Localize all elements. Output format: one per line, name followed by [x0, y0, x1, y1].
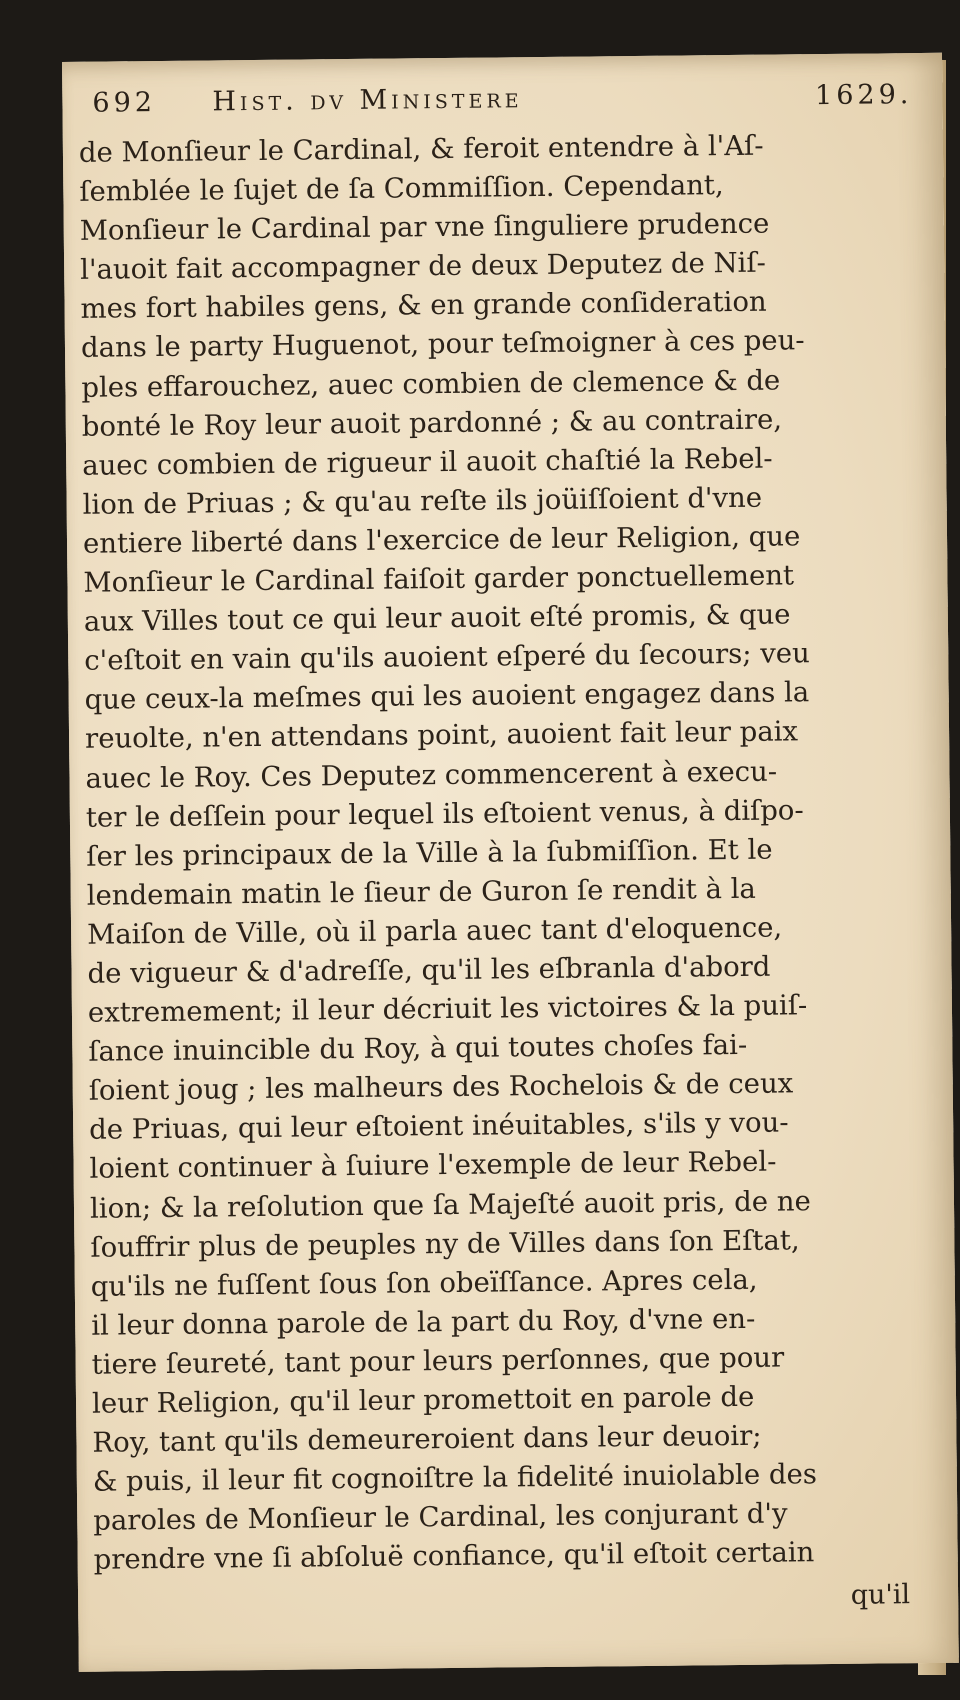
text-line: Monſieur le Cardinal par vne ſinguliere prudence	[79, 207, 770, 248]
body-text	[79, 125, 934, 1580]
text-line: ſoient joug ; les malheurs des Rochelois & de ceux	[88, 1067, 794, 1108]
text-line: mes fort habiles gens, & en grande conſideration	[80, 286, 767, 326]
text-line: leur Religion, qu'il leur promettoit en parole de	[91, 1380, 755, 1420]
text-line: c'eſtoit en vain qu'ils auoient eſperé du ſecours; veu	[84, 637, 810, 678]
text-line: il leur donna parole de la part du Roy, d'vne en-	[91, 1302, 756, 1342]
text-line: ſemblée le ſujet de ſa Commiſſion. Cependant,	[79, 169, 724, 208]
text-line: extremement; il leur décriuit les victoires & la puiſ-	[87, 989, 808, 1029]
book-page	[62, 53, 959, 1672]
text-line: entiere liberté dans l'exercice de leur Religion, que	[82, 520, 801, 560]
text-line: auec combien de rigueur il auoit chaſtié la Rebel-	[82, 442, 773, 482]
text-line: bonté le Roy leur auoit pardonné ; & au contraire,	[81, 403, 783, 443]
text-line: qu'ils ne fuſſent ſous ſon obeïſſance. Apres cela,	[90, 1263, 758, 1303]
page-number: 692	[92, 87, 157, 119]
text-line: lendemain matin le ſieur de Guron ſe rendit à la	[86, 872, 756, 912]
text-line: l'auoit fait accompagner de deux Deputez de Niſ-	[80, 246, 766, 287]
text-line: loient continuer à ſuiure l'exemple de leur Rebel-	[89, 1146, 777, 1186]
running-year: 1629.	[814, 79, 913, 112]
running-head	[92, 79, 912, 128]
text-line: que ceux-la meſmes qui les auoient engagez dans la	[84, 676, 810, 717]
text-line: ter le deſſein pour lequel ils eſtoient venus, à diſpo-	[85, 793, 804, 834]
text-line: de Priuas, qui leur eſtoient inéuitables, s'ils y vou-	[89, 1106, 789, 1147]
text-line: ſance inuincible du Roy, à qui toutes choſes fai-	[88, 1029, 748, 1068]
text-line: prendre vne ſi abſoluë confiance, qu'il eſtoit certain	[93, 1536, 815, 1577]
text-line: tiere ſeureté, tant pour leurs perſonnes, que pour	[91, 1341, 785, 1381]
text-line: & puis, il leur fit cognoiſtre la fidelité inuiolable des	[92, 1458, 818, 1498]
text-line: lion de Priuas ; & qu'au reſte ils joüiſſoient d'vne	[82, 481, 763, 521]
text-line: ſouffrir plus de peuples ny de Villes dans ſon Eſtat,	[90, 1223, 800, 1264]
running-title: Hist. dv Ministere	[212, 83, 523, 118]
text-line: Monſieur le Cardinal faiſoit garder ponctuellement	[83, 559, 795, 599]
text-line: Roy, tant qu'ils demeureroient dans leur deuoir;	[92, 1419, 762, 1459]
text-line: de Monſieur le Cardinal, & feroit entendre à l'Aſ-	[78, 129, 764, 169]
text-line: dans le party Huguenot, pour teſmoigner à ces peu-	[80, 324, 805, 365]
catchword: qu'il	[850, 1579, 911, 1611]
text-line: lion; & la reſolution que ſa Majeſté auoit pris, de ne	[89, 1184, 811, 1225]
text-line: de vigueur & d'adreſſe, qu'il les eſbranla d'abord	[87, 950, 771, 990]
text-line: ples effarouchez, auec combien de clemence & de	[81, 364, 781, 404]
text-line: Maiſon de Ville, où il parla auec tant d'eloquence,	[86, 911, 783, 951]
text-line: ſer les principaux de la Ville à la ſubmiſſion. Et le	[86, 833, 773, 873]
text-line: reuolte, n'en attendans point, auoient fait leur paix	[84, 715, 799, 756]
text-line: auec le Roy. Ces Deputez commencerent à execu-	[85, 755, 778, 795]
text-line: aux Villes tout ce qui leur auoit eſté promis, & que	[83, 598, 791, 638]
text-line: paroles de Monſieur le Cardinal, les conjurant d'y	[93, 1497, 788, 1538]
